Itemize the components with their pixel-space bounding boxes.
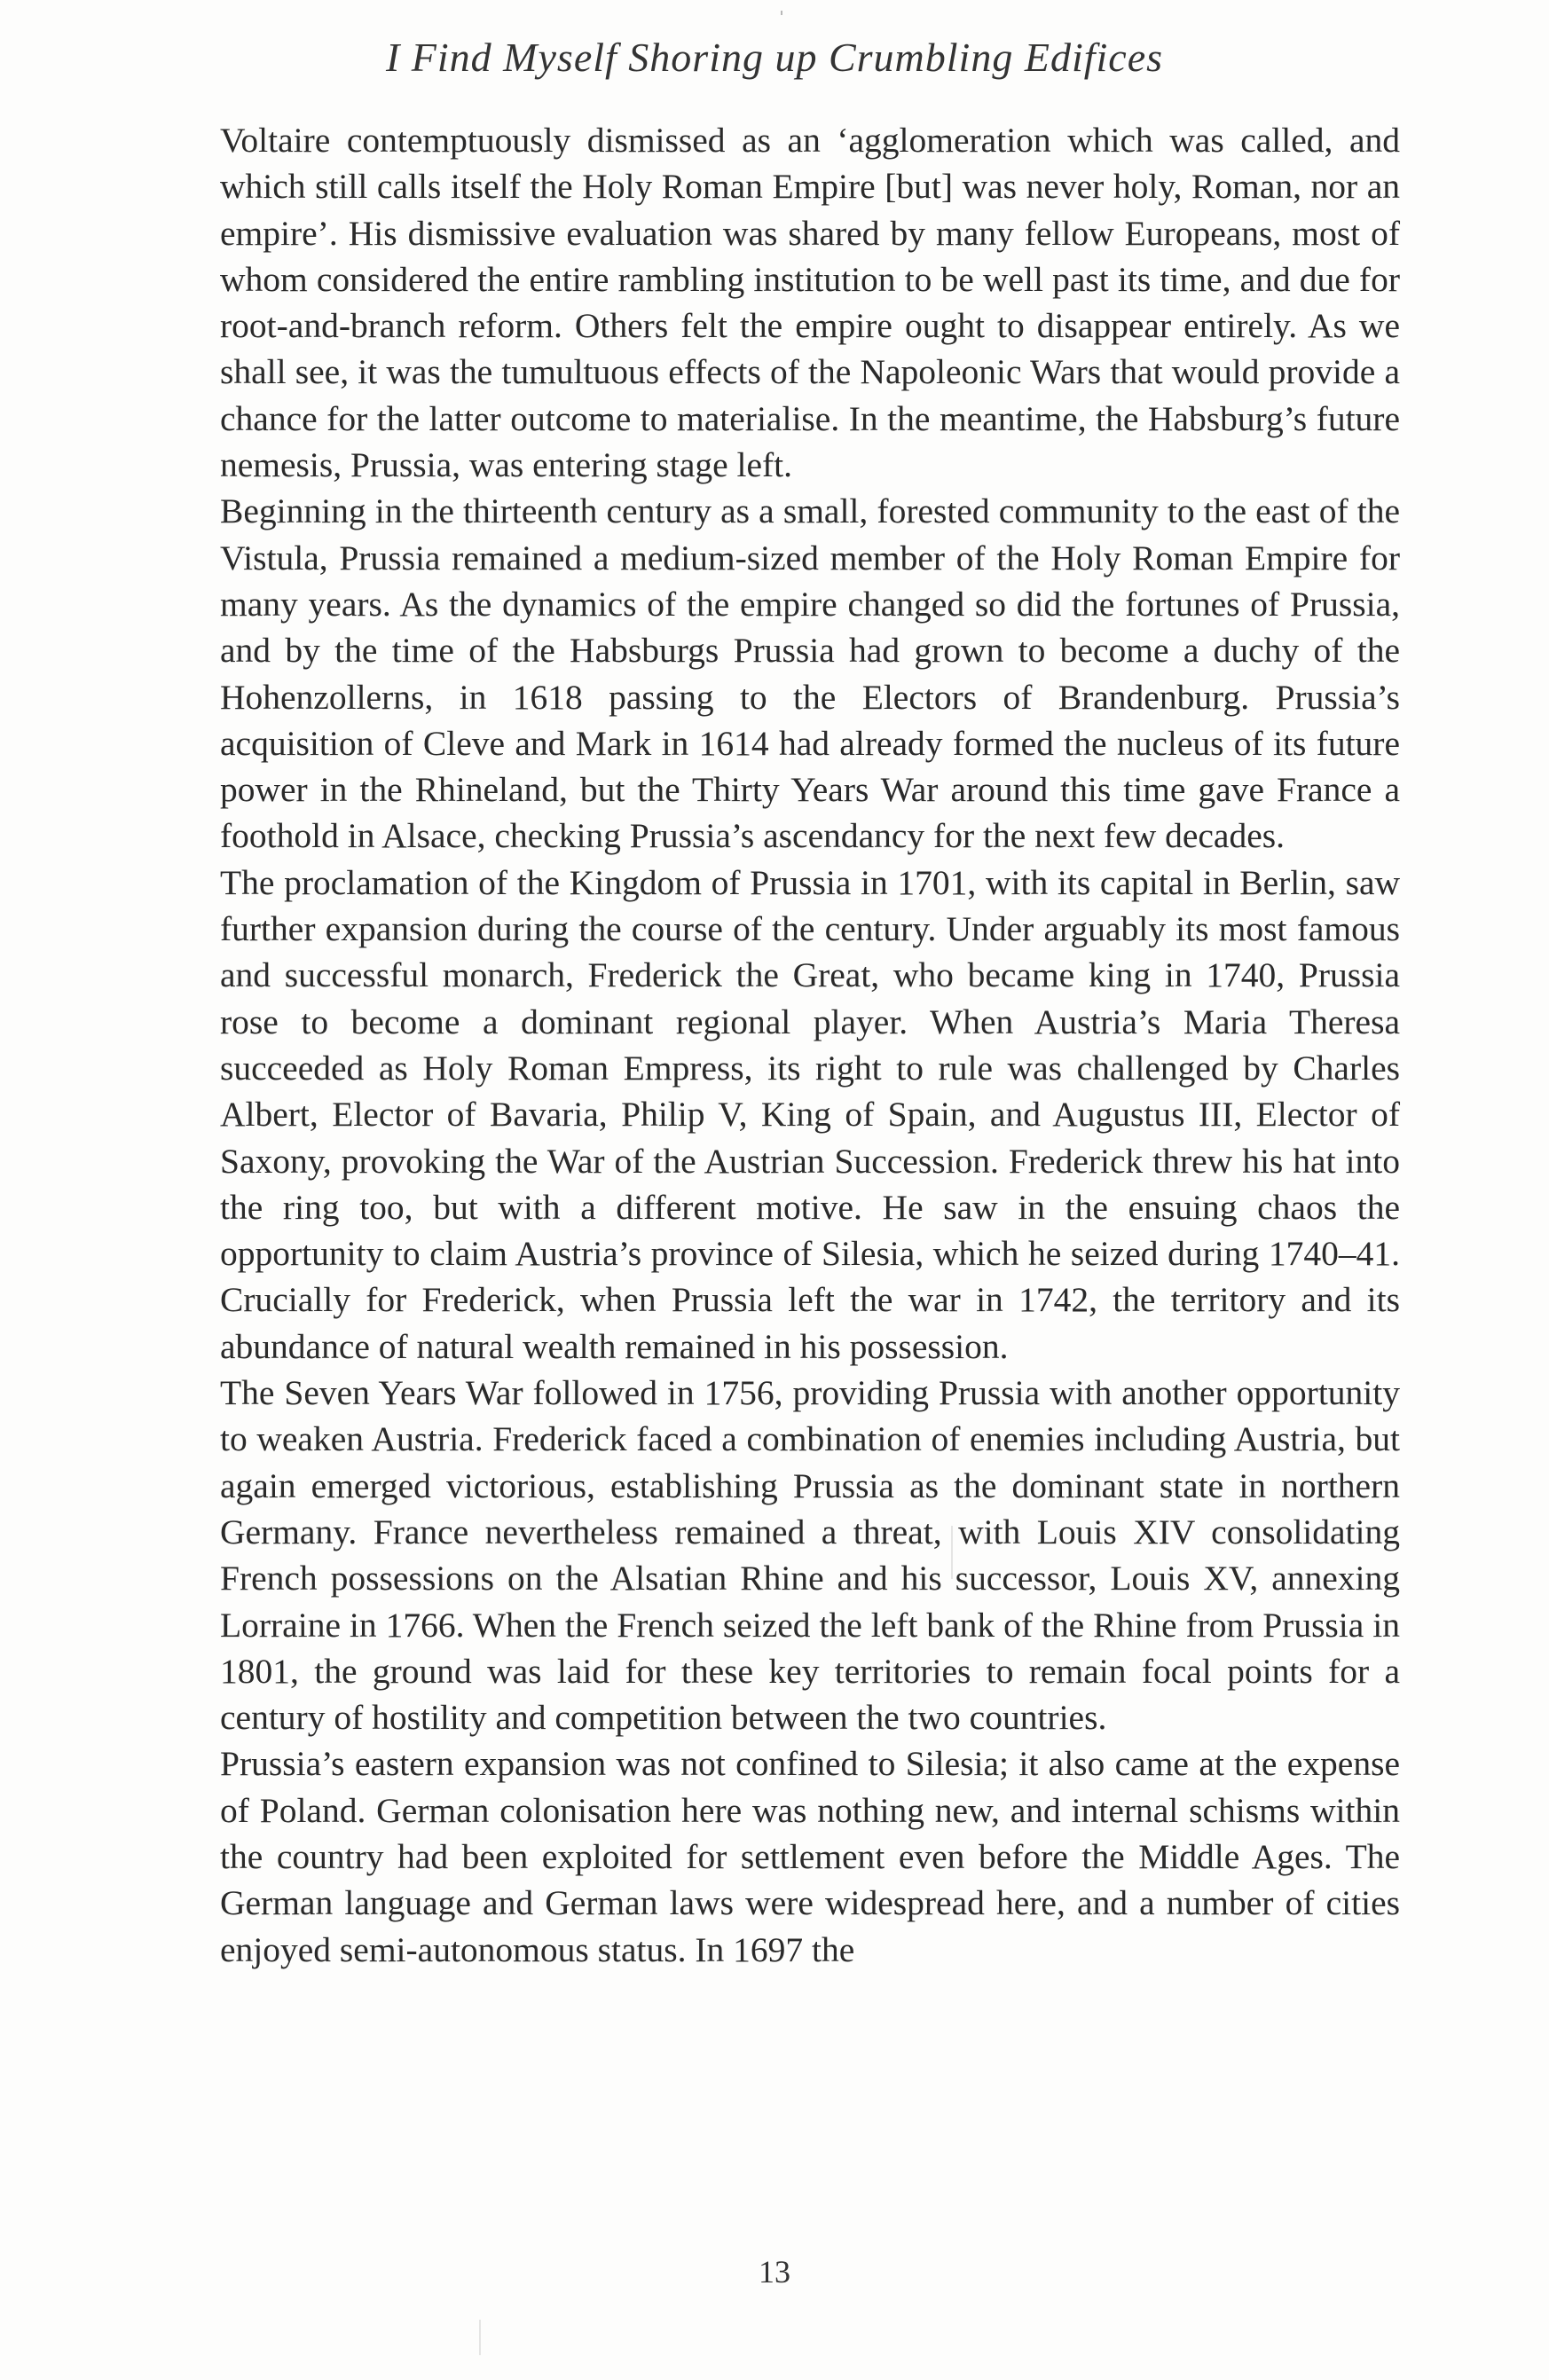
paragraph: Beginning in the thirteenth century as a small, forested community to the east of the Vistula, Prussia remained a medium-sized member of the Holy Roman Empire for many years. As the dynamics of the empire changed so did the fortunes of Prussia, and by the time of the Habsburgs Prussia had grown to become a duchy of the Hohenzollerns, in 1618 passing to the Electors of Brandenburg. Prussia’s acquisition of Cleve and Mark in 1614 had already formed the nucleus of its future power in the Rhineland, but the Thirty Years War around this time gave France a foothold in Alsace, checking Prussia’s ascendancy for the next few decades. — [220, 491, 1400, 856]
paragraph: The Seven Years War followed in 1756, providing Prussia with another opportunity to weaken Austria. Frederick faced a combination of enemies including Austria, but again emerged victorious, establishing Prussia as the dominant state in northern Germany. France nevertheless remained a threat, with Louis XIV consolidating French possessions on the Alsatian Rhine and his successor, Louis XV, annexing Lorraine in 1766. When the French seized the left bank of the Rhine from Prussia in 1801, the ground was laid for these key territories to remain focal points for a century of hostility and competition between the two countries. — [220, 1373, 1400, 1738]
scan-mark — [781, 11, 782, 15]
paragraph: Prussia’s eastern expansion was not confined to Silesia; it also came at the expense of Poland. German colonisation here was nothing new, and internal schisms within the country had been exploited for settlement even before the Middle Ages. The German language and German laws were widespread here, and a number of cities enjoyed semi-autonomous status. In 1697 the — [220, 1744, 1400, 1969]
page-number: 13 — [759, 2254, 790, 2290]
body-text — [220, 117, 1400, 1973]
paragraph: Voltaire contemptuously dismissed as an ‘agglomeration which was called, and which still calls itself the Holy Roman Empire [but] was never holy, Roman, nor an empire’. His dismissive evaluation was shared by many fellow Europeans, most of whom considered the entire rambling institution to be well past its time, and due for root-and-branch reform. Others felt the empire ought to disappear entirely. As we shall see, it was the tumultuous effects of the Napoleonic Wars that would provide a chance for the latter outcome to materialise. In the meantime, the Habsburg’s future nemesis, Prussia, was entering stage left. — [220, 121, 1400, 485]
scan-mark — [479, 2320, 481, 2355]
running-head: I Find Myself Shoring up Crumbling Edifices — [385, 35, 1164, 80]
scan-mark — [951, 1526, 953, 1579]
paragraph: The proclamation of the Kingdom of Prussia in 1701, with its capital in Berlin, saw further expansion during the course of the century. Under arguably its most famous and successful monarch, Frederick the Great, who became king in 1740, Prussia rose to become a dominant regional player. When Austria’s Maria Theresa succeeded as Holy Roman Empress, its right to rule was challenged by Charles Albert, Elector of Bavaria, Philip V, King of Spain, and Augustus III, Elector of Saxony, provoking the War of the Austrian Succession. Frederick threw his hat into the ring too, but with a different motive. He saw in the ensuing chaos the opportunity to claim Austria’s province of Silesia, which he seized during 1740–41. Crucially for Frederick, when Prussia left the war in 1742, the territory and its abundance of natural wealth remained in his possession. — [220, 862, 1400, 1366]
